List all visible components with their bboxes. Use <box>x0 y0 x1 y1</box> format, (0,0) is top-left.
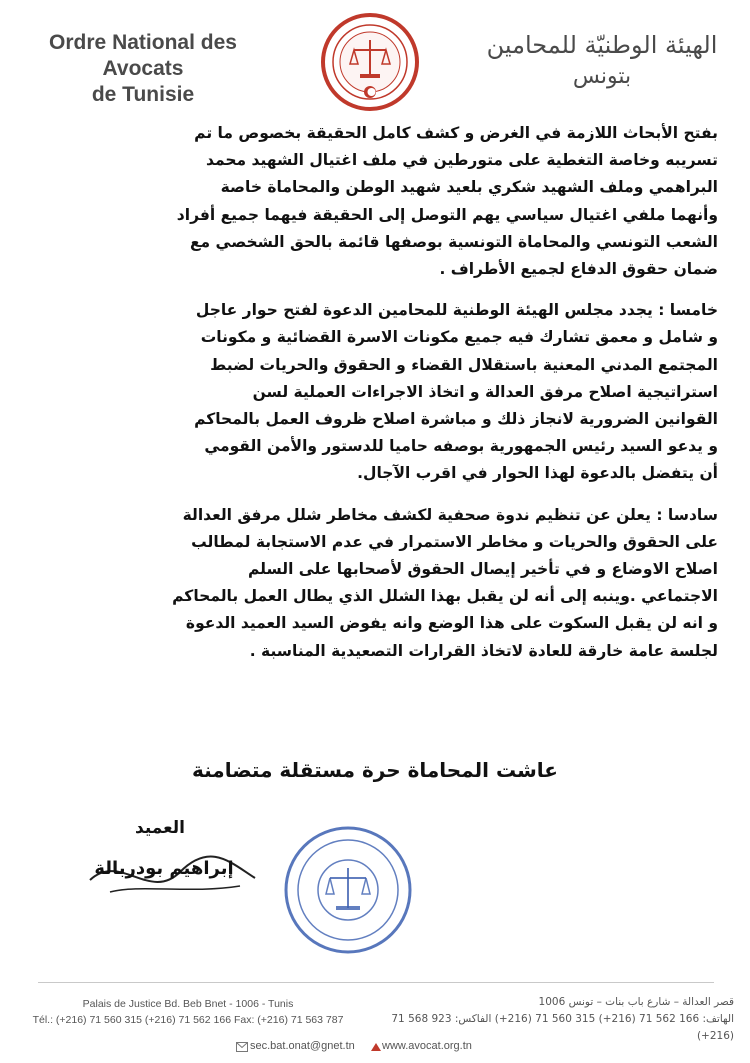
footer-phone-line: الهاتف: 166 562 71 (216+) 315 560 71 (216+) الفاكس: 923 568 71 (216+) <box>391 1013 734 1042</box>
text-line: بفتح الأبحاث اللازمة في الغرض و كشف كامل الحقيقة بخصوص ما تم <box>194 124 718 142</box>
text-line: الاجتماعي .وينبه إلى أنه لن يقبل بهذا الشلل الذي يطال العمل بالمحاكم <box>172 587 718 606</box>
footer-email[interactable]: sec.bat.onat@gnet.tn <box>250 1040 355 1052</box>
letter-body <box>36 120 718 679</box>
footer-address-line: Palais de Justice Bd. Beb Bnet - 1006 - Tunis <box>82 998 294 1010</box>
text-line: المجتمع المدني المعنية باستقلال القضاء و الحقوق والحريات لضبط <box>210 355 718 374</box>
latin-name-line1: Ordre National des Avocats <box>49 31 237 80</box>
text-line: سادسا : يعلن عن تنظيم ندوة صحفية لكشف مخاطر شلل مرفق العدالة <box>182 505 718 524</box>
text-line: ضمان حقوق الدفاع لجميع الأطراف . <box>439 260 718 279</box>
footer-divider <box>38 982 714 983</box>
text-line: القوانين الضرورية لانجاز ذلك و مباشرة اصلاح ظروف العمل بالمحاكم <box>194 410 718 429</box>
official-seal-stamp-icon <box>280 822 416 958</box>
text-line: خامسا : يجدد مجلس الهيئة الوطنية للمحامين الدعوة لفتح حوار عاجل <box>195 301 718 320</box>
footer-address-line: قصر العدالة – شارع باب بنات – تونس 1006 <box>538 996 734 1008</box>
envelope-icon <box>236 1042 248 1052</box>
paragraph-3 <box>36 502 718 665</box>
text-line: تسريبه وخاصة التغطية على متورطين في ملف اغتيال الشهيد محمد <box>206 151 718 170</box>
arabic-name-line2: بتونس <box>572 64 632 89</box>
text-line: الشعب التونسي والمحاماة التونسية بوصفها قائمة بالحق الشخصي مع <box>189 232 718 251</box>
text-line: أن يتفضل بالدعوة لهذا الحوار في اقرب الآجال. <box>357 464 718 483</box>
footer-address-latin <box>18 996 358 1028</box>
text-line: لجلسة عامة خارقة للعادة لاتخاذ القرارات التصعيدية المناسبة . <box>249 641 718 660</box>
footer-address-arabic <box>374 994 734 1045</box>
text-line: البراهمي وملف الشهيد شكري بلعيد شهيد الوطن والمحاماة خاصة <box>220 178 718 197</box>
text-line: وأنهما ملفي اغتيال سياسي يهم التوصل إلى الحقيقة فيهما جميع أفراد <box>176 205 718 224</box>
signatory-title: العميد <box>135 818 185 838</box>
footer-website[interactable]: www.avocat.org.tn <box>382 1040 472 1052</box>
header-arabic-name <box>472 28 732 92</box>
text-line: اصلاح الاوضاع و في تأخير إيصال الحقوق لأصحابها على السلم <box>248 560 718 579</box>
header-latin-name <box>18 30 268 108</box>
paragraph-1 <box>36 120 718 283</box>
footer-phone-line: Tél.: (+216) 71 560 315 (+216) 71 562 166 Fax: (+216) 71 563 787 <box>32 1014 344 1026</box>
text-line: استراتيجية اصلاح مرفق العدالة و اتخاذ الاجراءات العملية لسن <box>252 382 718 401</box>
bar-association-emblem-icon <box>320 12 420 112</box>
paragraph-2 <box>36 297 718 487</box>
arabic-name-line1: الهيئة الوطنيّة للمحامين <box>486 31 718 59</box>
globe-icon <box>370 1041 382 1053</box>
latin-name-line2: de Tunisie <box>91 83 195 106</box>
text-line: و يدعو السيد رئيس الجمهورية بوصفه حاميا للدستور والأمن القومي <box>204 437 718 456</box>
closing-motto: عاشت المحاماة حرة مستقلة متضامنة <box>192 758 558 782</box>
signatory-name: إبراهيم بودربالة <box>94 858 234 879</box>
text-line: و انه لن يقبل السكوت على هذا الوضع وانه يفوض السيد العميد الدعوة <box>185 614 718 633</box>
text-line: على الحقوق والحريات و مخاطر الاستمرار في عدم الاستجابة لمطالب <box>191 532 718 551</box>
text-line: و شامل و معمق تشارك فيه جميع مكونات الاسرة القضائية و مكونات <box>200 328 718 347</box>
